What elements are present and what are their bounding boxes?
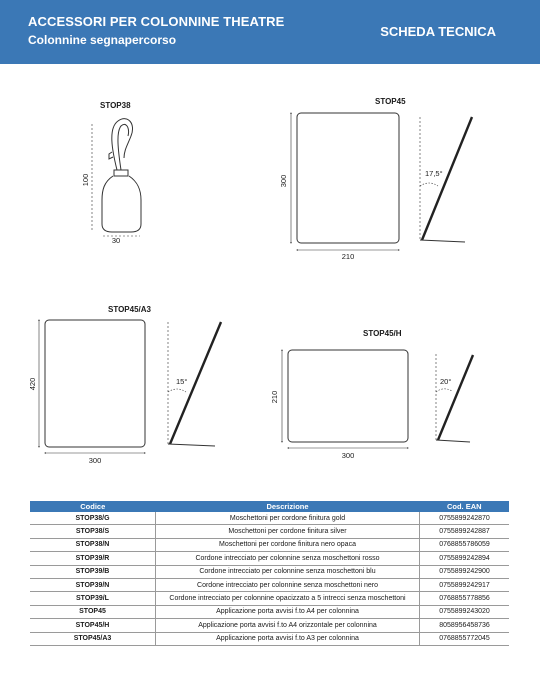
- stop45a3-label: STOP45/A3: [108, 305, 151, 314]
- stop45-label: STOP45: [375, 97, 406, 106]
- row-description: Applicazione porta avvisi f.to A3 per colonnina: [156, 632, 420, 645]
- stop45a3-angle: 15°: [176, 377, 188, 386]
- row-description: Applicazione porta avvisi f.to A4 per colonnina: [156, 605, 420, 618]
- row-code: STOP39/R: [30, 552, 156, 565]
- stop45h-panel: [288, 350, 408, 442]
- row-code: STOP45/A3: [30, 632, 156, 645]
- stop45-height: 300: [279, 174, 288, 188]
- stop45a3-width: 300: [88, 456, 102, 465]
- header-description: Descrizione: [156, 501, 420, 512]
- stop45-angle-arc: [420, 183, 438, 186]
- stop45a3-panel: [45, 320, 145, 447]
- product-codes-table: [30, 501, 509, 646]
- header-subtitle: Colonnine segnapercorso: [28, 33, 177, 47]
- table-row: [30, 592, 509, 605]
- row-description: Moschettoni per cordone finitura gold: [156, 512, 420, 525]
- table-row: [30, 565, 509, 578]
- stop45h-label: STOP45/H: [363, 329, 402, 338]
- stop45-base: [420, 240, 465, 242]
- header-title: ACCESSORI PER COLONNINE THEATRE: [28, 14, 285, 29]
- table-row: [30, 605, 509, 618]
- stop38-drawing: [81, 101, 141, 245]
- stop45h-profile: [438, 355, 473, 440]
- row-ean: 0755899242870: [420, 512, 510, 525]
- stop45a3-angle-arc: [168, 389, 186, 392]
- row-code: STOP39/N: [30, 578, 156, 591]
- row-ean: 0755899242887: [420, 525, 510, 538]
- stop38-label: STOP38: [100, 101, 131, 110]
- row-code: STOP38/G: [30, 512, 156, 525]
- stop45h-drawing: [270, 329, 473, 460]
- row-ean: 0768855786059: [420, 538, 510, 551]
- row-code: STOP45/H: [30, 619, 156, 632]
- row-ean: 0755899242894: [420, 552, 510, 565]
- row-description: Moschettoni per cordone finitura silver: [156, 525, 420, 538]
- table-row: [30, 632, 509, 645]
- stop45h-width: 300: [341, 451, 355, 460]
- stop38-height: 100: [81, 173, 90, 187]
- row-description: Cordone intrecciato per colonnine senza moschettoni rosso: [156, 552, 420, 565]
- row-description: Applicazione porta avvisi f.to A4 orizzontale per colonnina: [156, 619, 420, 632]
- stop45a3-height: 420: [28, 377, 37, 391]
- table-row: [30, 552, 509, 565]
- row-code: STOP45: [30, 605, 156, 618]
- row-code: STOP39/L: [30, 592, 156, 605]
- row-description: Cordone intrecciato per colonnine senza moschettoni blu: [156, 565, 420, 578]
- stop45-angle: 17,5°: [425, 169, 443, 178]
- row-code: STOP38/S: [30, 525, 156, 538]
- table-row: [30, 619, 509, 632]
- stop45-panel: [297, 113, 399, 243]
- stop45a3-base: [168, 444, 215, 446]
- snap-hook-illustration: [102, 119, 141, 232]
- row-description: Cordone intrecciato per colonnine senza moschettoni nero: [156, 578, 420, 591]
- page-header: [0, 0, 540, 64]
- table-row: [30, 525, 509, 538]
- stop38-width: 30: [111, 236, 121, 245]
- row-ean: 0768855772045: [420, 632, 510, 645]
- stop45h-height: 210: [270, 390, 279, 404]
- table-row: [30, 538, 509, 551]
- technical-drawings: [0, 64, 540, 494]
- row-ean: 0768855778856: [420, 592, 510, 605]
- header-right-label: SCHEDA TECNICA: [380, 24, 496, 39]
- stop45-drawing: [279, 97, 472, 261]
- row-description: Cordone intrecciato per colonnine opacizzato a 5 intrecci senza moschettoni: [156, 592, 420, 605]
- row-ean: 0755899243020: [420, 605, 510, 618]
- header-code: Codice: [30, 501, 156, 512]
- row-ean: 0755899242917: [420, 578, 510, 591]
- stop45a3-drawing: [28, 305, 221, 465]
- stop45h-angle-arc: [436, 389, 452, 392]
- table-header-row: [30, 501, 509, 512]
- table-row: [30, 578, 509, 591]
- row-ean: 8058956458736: [420, 619, 510, 632]
- row-code: STOP38/N: [30, 538, 156, 551]
- row-ean: 0755899242900: [420, 565, 510, 578]
- table-row: [30, 512, 509, 525]
- stop45h-angle: 20°: [440, 377, 452, 386]
- stop45-profile: [422, 117, 472, 240]
- row-code: STOP39/B: [30, 565, 156, 578]
- header-ean: Cod. EAN: [420, 501, 510, 512]
- stop45h-base: [436, 440, 470, 442]
- row-description: Moschettoni per cordone finitura nero opaca: [156, 538, 420, 551]
- stop45-width: 210: [341, 252, 355, 261]
